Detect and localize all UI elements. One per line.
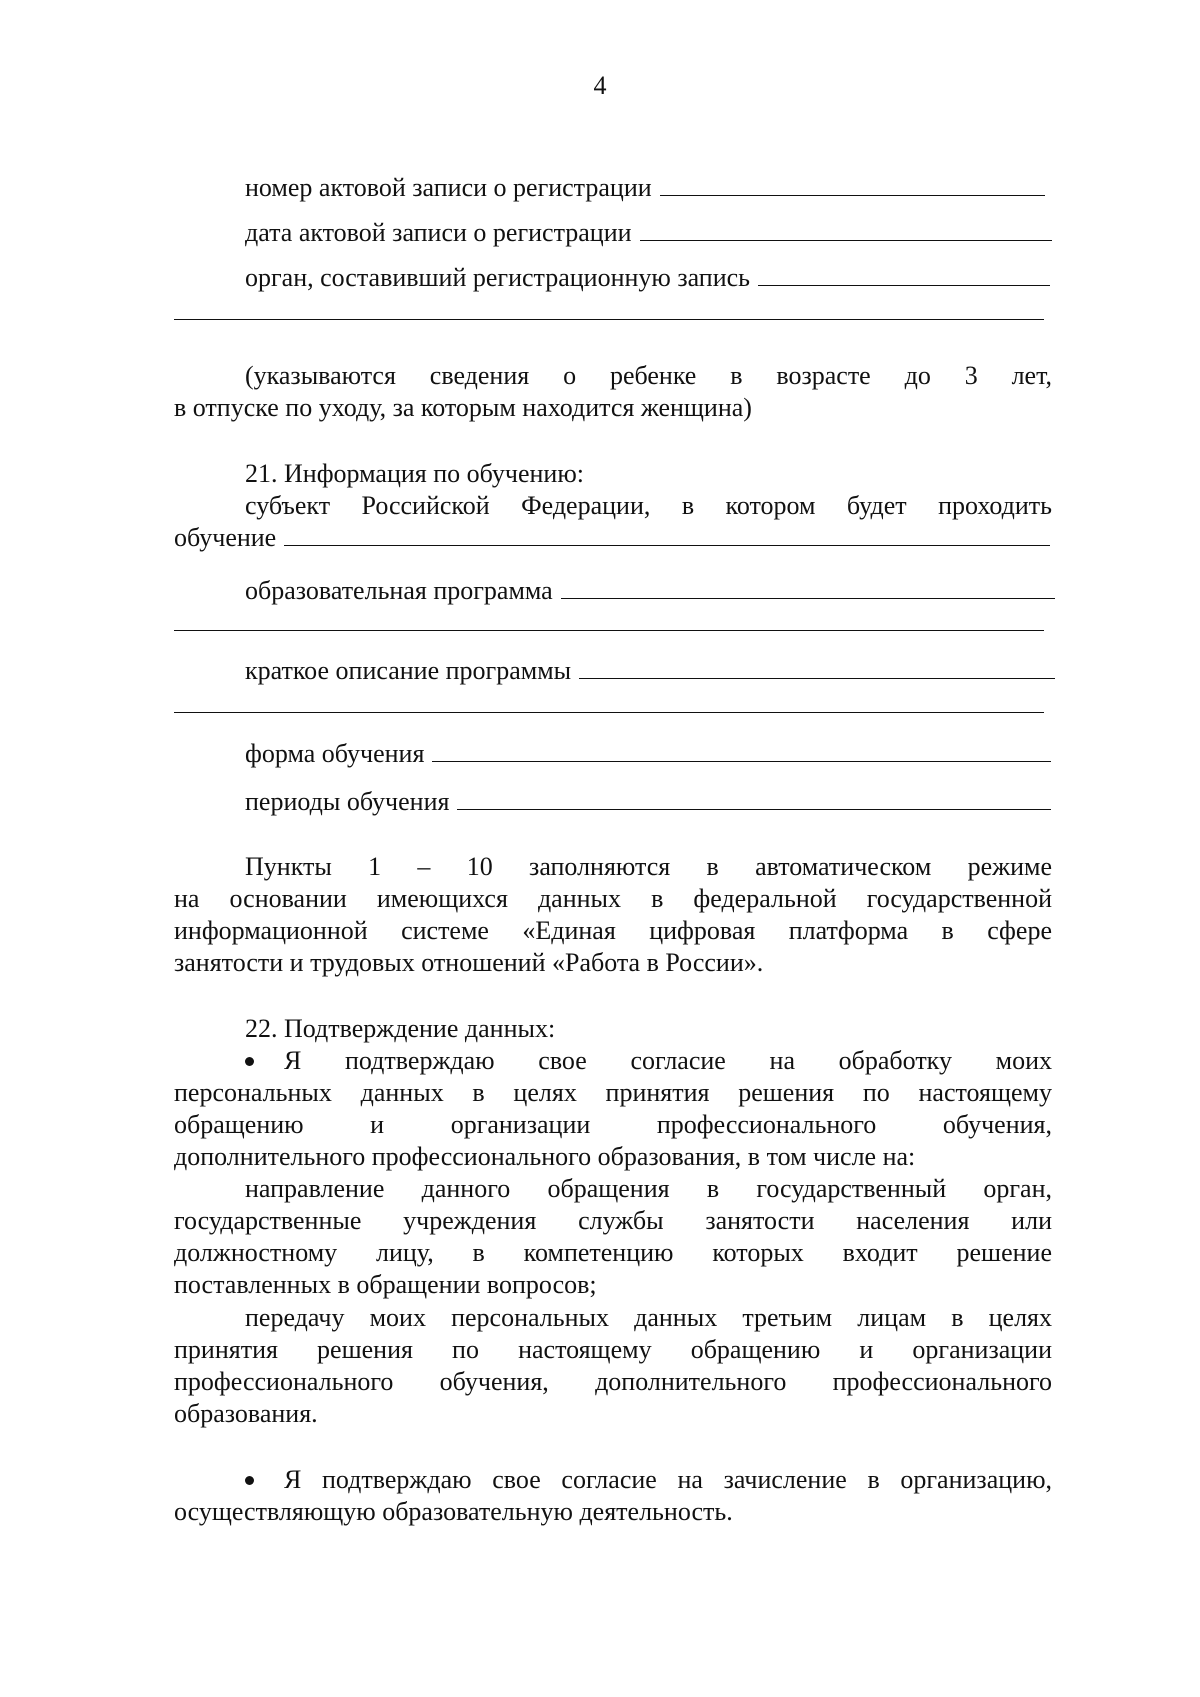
transfer-line3: профессионального обучения, дополнительного профессионального xyxy=(174,1367,1052,1396)
auto-note-line3: информационной системе «Единая цифровая платформа в сфере xyxy=(174,916,1052,945)
direction-line1: направление данного обращения в государственный орган, xyxy=(245,1174,1052,1203)
consent1-line3: обращению и организации профессионального обучения, xyxy=(174,1110,1052,1139)
record-number-blank[interactable] xyxy=(660,173,1045,196)
program-blank[interactable] xyxy=(561,576,1055,599)
training-heading: 21. Информация по обучению: xyxy=(245,459,584,488)
page-number: 4 xyxy=(593,71,607,100)
subject-line2: обучение xyxy=(174,523,277,552)
consent2-line1: Я подтверждаю свое согласие на зачисление в организацию, xyxy=(284,1465,1052,1494)
transfer-line2: принятия решения по настоящему обращению и организации xyxy=(174,1335,1052,1364)
bullet-icon xyxy=(245,1476,254,1485)
record-date-label: дата актовой записи о регистрации xyxy=(245,218,632,247)
form-field xyxy=(245,738,1051,770)
direction-line3: должностному лицу, в компетенцию которых входит решение xyxy=(174,1238,1052,1267)
description-label: краткое описание программы xyxy=(245,656,572,685)
registry-body-blank[interactable] xyxy=(758,263,1050,286)
subject-blank[interactable] xyxy=(284,523,1050,546)
consent1-line4: дополнительного профессионального образования, в том числе на: xyxy=(174,1142,916,1171)
transfer-line4: образования. xyxy=(174,1399,318,1428)
auto-note-line2: на основании имеющихся данных в федеральной государственной xyxy=(174,884,1052,913)
direction-line2: государственные учреждения службы занятости населения или xyxy=(174,1206,1052,1235)
subject-field xyxy=(174,522,1050,554)
consent2-line2: осуществляющую образовательную деятельность. xyxy=(174,1497,733,1526)
child-note-line2: в отпуске по уходу, за которым находится женщина) xyxy=(174,393,752,422)
periods-label: периоды обучения xyxy=(245,787,450,816)
registry-body-continuation-line[interactable] xyxy=(174,319,1044,320)
child-note-line1: (указываются сведения о ребенке в возрасте до 3 лет, xyxy=(245,361,1052,390)
record-number-field xyxy=(245,172,1045,204)
record-number-label: номер актовой записи о регистрации xyxy=(245,173,652,202)
description-continuation-line[interactable] xyxy=(174,712,1044,713)
record-date-blank[interactable] xyxy=(640,218,1052,241)
program-field xyxy=(245,575,1055,607)
bullet-icon xyxy=(245,1057,254,1066)
consent1-line2: персональных данных в целях принятия решения по настоящему xyxy=(174,1078,1052,1107)
auto-note-line1: Пункты 1 – 10 заполняются в автоматическом режиме xyxy=(245,852,1052,881)
form-label: форма обучения xyxy=(245,739,425,768)
registry-body-label: орган, составивший регистрационную запись xyxy=(245,263,751,292)
direction-line4: поставленных в обращении вопросов; xyxy=(174,1270,597,1299)
consent2-first-line xyxy=(245,1464,1052,1496)
auto-note-line4: занятости и трудовых отношений «Работа в России». xyxy=(174,948,764,977)
form-blank[interactable] xyxy=(432,739,1051,762)
periods-blank[interactable] xyxy=(457,787,1051,810)
program-label: образовательная программа xyxy=(245,576,553,605)
description-blank[interactable] xyxy=(579,656,1055,679)
subject-line1: субъект Российской Федерации, в котором будет проходить xyxy=(245,491,1052,520)
periods-field xyxy=(245,786,1051,818)
registry-body-field xyxy=(245,262,1050,294)
confirmation-heading: 22. Подтверждение данных: xyxy=(245,1014,556,1043)
record-date-field xyxy=(245,217,1052,249)
consent1-line1: Я подтверждаю свое согласие на обработку моих xyxy=(284,1046,1052,1075)
transfer-line1: передачу моих персональных данных третьим лицам в целях xyxy=(245,1303,1052,1332)
consent1-first-line xyxy=(245,1045,1052,1077)
description-field xyxy=(245,655,1055,687)
program-continuation-line[interactable] xyxy=(174,630,1044,631)
